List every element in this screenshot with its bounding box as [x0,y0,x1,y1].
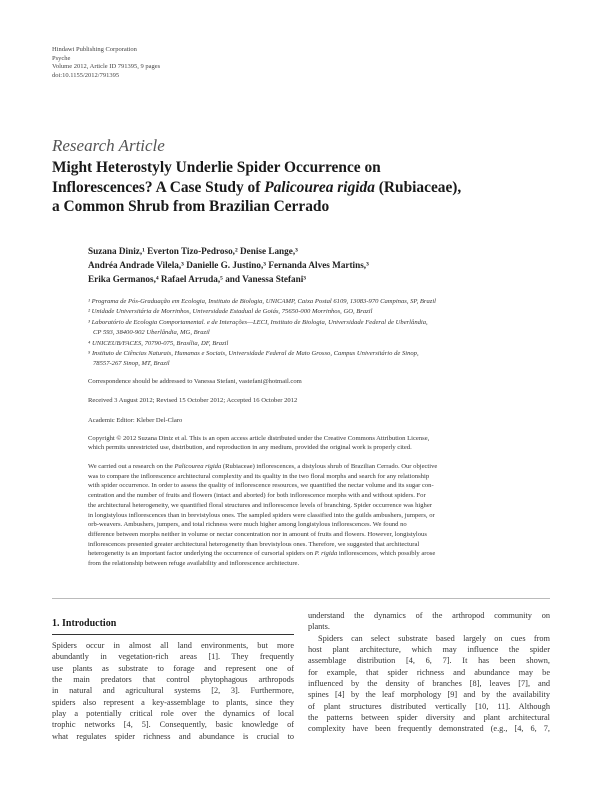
body-text-line: the patterns between spider diversity and plant architectural [308,713,550,723]
author-line: Erika Germanos,⁴ Rafael Arruda,⁵ and Vanessa Stefani³ [88,274,307,284]
affiliation: ⁴ UNICEUB/FACES, 70790-075, Brasília, DF, Brazil [88,339,229,347]
author-list [88,244,558,286]
affiliation: ³ Laboratório de Ecologia Comportamental. e de Interações—LECI, Instituto de Biologia, Universidade Federal de Uberlândia, [88,318,428,326]
body-text-line: plants. [308,622,330,632]
body-text-line: what regulates spider richness and abundance is crucial to [52,731,294,741]
title-line: a Common Shrub from Brazilian Cerrado [52,198,330,215]
affiliation: CP 593, 38400-902 Uberlândia, MG, Brazil [93,329,210,337]
body-text-line: the main predators that control phytophagous arthropods [52,675,294,685]
body-text-line: host plant architecture, which may influence the spider [308,645,550,655]
author-line: Andréa Andrade Vilela,³ Danielle G. Justino,³ Fernanda Alves Martins,³ [88,260,369,270]
abstract-line: We carried out a research on the Palicourea rigida (Rubiaceae) inflorescences, a distylous shrub of Brazilian Cerrado. Our objective [88,463,438,470]
affiliation: ⁵ Instituto de Ciências Naturais, Humanas e Sociais, Universidade Federal de Mato Grosso, Campus Universitário de Sinop, [88,350,419,358]
abstract-line: orb-weavers. Ambushers, jumpers, and total richness were much higher among longistylous inflorescences. We found no [88,521,407,529]
abstract [88,462,550,569]
abstract-line: from the relationship between refuge availability and inflorescence architecture. [88,560,300,568]
body-text-line: assemblage distribution [4, 6, 7]. It has been shown, [308,656,550,666]
body-text-line: spiders also represent a key-assemblage to plants, since they [52,697,294,707]
abstract-line: inflorescences presented greater architectural heterogeneity than brevistylous ones. Therefore, we suggested that architectural [88,540,420,548]
body-text-line: play a potentially critical role over the dynamics of local [52,709,294,719]
body-text-line: understand the dynamics of the arthropod community on [308,611,550,620]
publisher-name: Hindawi Publishing Corporation [52,46,137,53]
body-text-line: use plants as substrate to forage and represent one of [52,663,294,673]
abstract-line: in longistylous inflorescences than in brevistylous ones. The sampled spiders were classified into the guilds ambushers, jumpers, or [88,511,435,519]
academic-editor: Academic Editor: Kleber Del-Claro [88,417,183,424]
abstract-line: centration and the number of fruits and flowers (intact and aborted) for both inflorescence morphs with and without spiders. For [88,492,426,500]
body-text-line: in natural and agricultural systems [2, 3]. Furthermore, [52,686,294,696]
journal-header [52,46,160,80]
body-text-line: complexity have been frequently demonstrated (e.g., [4, 6, 7, [308,724,550,734]
journal-name: Psyche [52,54,71,62]
copyright-notice [88,434,550,453]
affiliations [88,297,558,370]
doi-link[interactable]: doi:10.1155/2012/791395 [52,71,120,79]
body-text-line: Spiders occur in almost all land environments, but more [52,641,294,650]
author-line: Suzana Diniz,¹ Everton Tizo-Pedroso,² Denise Lange,³ [88,246,298,256]
article-type: Research Article [52,136,165,155]
intro-left-column [52,640,294,742]
section-heading: 1. Introduction [52,618,117,629]
affiliation: 78557-267 Sinop, MT, Brazil [93,360,170,368]
title-line: Inflorescences? A Case Study of Palicourea rigida (Rubiaceae), [52,178,462,196]
body-text-line: abundantly in vegetation-rich areas [1]. They frequently [52,652,294,662]
body-text-line: trophic networks [4, 5]. Consequently, basic knowledge of [52,720,294,730]
body-text-line: influenced by the density of branches [8], leaves [7], and [308,679,550,689]
abstract-line: heterogeneity is an important factor underlying the occurrence of cursorial spiders on P. rigida inflorescences, which possibly arose [88,550,436,558]
heading-underline [52,634,294,635]
copyright-line: which permits unrestricted use, distribution, and reproduction in any medium, provided the original work is properly cited. [88,444,412,452]
body-text-line: spines [4] by the leaf morphology [9] and by the availability [308,690,550,700]
section-divider [52,598,550,599]
abstract-line: with spider occurrence. In order to assess the quality of inflorescence resources, we quantified the nectar volume and its sugar con- [88,482,434,490]
volume-info: Volume 2012, Article ID 791395, 9 pages [52,63,161,71]
body-text-line: for example, that spider richness and abundance may be [308,667,550,677]
paper-title [52,158,552,217]
affiliation: ¹ Programa de Pós-Graduação em Ecologia, Instituto de Biologia, UNICAMP, Caixa Postal 6109, 13083-970 Campinas, SP, Brazil [88,298,437,305]
affiliation: ² Unidade Universitária de Morrinhos, Universidade Estadual de Goiás, 75650-000 Morrinhos, GO, Brazil [88,308,373,316]
body-text-line: of plant structures distributed vertically [10, 11]. Although [308,701,550,711]
intro-right-column [308,610,550,735]
copyright-line: Copyright © 2012 Suzana Diniz et al. This is an open access article distributed under the Creative Commons Attribution License, [88,435,430,442]
correspondence-note: Correspondence should be addressed to Vanessa Stefani, vastefani@hotmail.com [88,378,302,385]
article-dates: Received 3 August 2012; Revised 15 October 2012; Accepted 16 October 2012 [88,397,298,404]
title-line: Might Heterostyly Underlie Spider Occurrence on [52,159,381,176]
body-text-line: Spiders can select substrate based largely on cues from [318,633,550,643]
abstract-line: was to compare the inflorescence architectural complexity and its quality in the two floral morphs and search for any relationship [88,472,430,480]
abstract-line: difference between morphs neither in volume or nectar concentration nor in amount of fruits and flowers. However, longistylous [88,530,427,538]
abstract-line: the architectural heterogeneity, we quantified floral structures and inflorescence levels of branching. Spider occurrence was higher [88,501,432,509]
